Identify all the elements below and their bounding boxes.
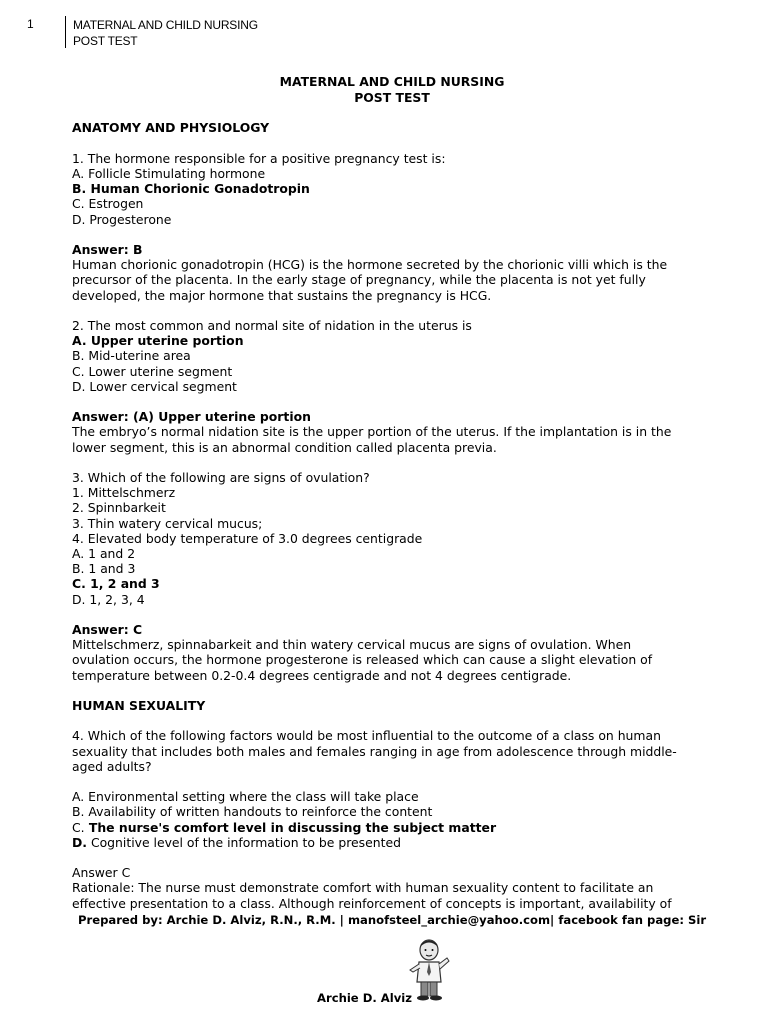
running-header-line2: POST TEST xyxy=(73,34,138,48)
q3-option-c: C. 1, 2 and 3 xyxy=(72,576,160,592)
q3-option-b: B. 1 and 3 xyxy=(72,561,136,577)
q4-question-line: aged adults? xyxy=(72,758,152,774)
q3-option-d: D. 1, 2, 3, 4 xyxy=(72,591,145,607)
title-line2: POST TEST xyxy=(354,89,430,105)
section-heading-sexuality: HUMAN SEXUALITY xyxy=(72,697,206,713)
q4-option-b xyxy=(72,804,712,819)
q1-option-b: B. Human Chorionic Gonadotropin xyxy=(72,181,310,197)
q2-rationale-line: lower segment, this is an abnormal condition called placenta previa. xyxy=(72,439,497,455)
q3-item: 2. Spinnbarkeit xyxy=(72,500,166,516)
header-divider xyxy=(65,16,66,48)
q1-rationale-line: developed, the major hormone that sustains the pregnancy is HCG. xyxy=(72,287,492,303)
footer-prepared-by: Prepared by: Archie D. Alviz, R.N., R.M. | manofsteel_archie@yahoo.com| facebook fan page: Sir xyxy=(78,913,707,927)
q2-rationale-line: The embryo’s normal nidation site is the upper portion of the uterus. If the implantation is in the xyxy=(72,424,672,440)
q4-option-d xyxy=(72,835,712,850)
q1-option-a: A. Follicle Stimulating hormone xyxy=(72,165,266,181)
q4-option-d-letter: D. xyxy=(72,834,87,850)
author-cartoon-illustration xyxy=(405,938,453,1002)
q4-option-d-text: Cognitive level of the information to be presented xyxy=(87,834,401,850)
q4-option-a-text: Environmental setting where the class will take place xyxy=(84,789,419,805)
q4-option-c xyxy=(72,820,712,835)
q4-option-a-letter: A. xyxy=(72,789,85,805)
q3-rationale-line: temperature between 0.2-0.4 degrees centigrade and not 4 degrees centigrade. xyxy=(72,667,572,683)
q3-item: 3. Thin watery cervical mucus; xyxy=(72,515,263,531)
q2-option-b: B. Mid-uterine area xyxy=(72,348,191,364)
document-title xyxy=(72,74,712,105)
document-body xyxy=(72,74,712,911)
title-line1: MATERNAL AND CHILD NURSING xyxy=(279,74,505,89)
q1-question: 1. The hormone responsible for a positive pregnancy test is: xyxy=(72,150,446,166)
q4-answer: Answer C xyxy=(72,865,131,881)
q4-option-c-text: The nurse's comfort level in discussing the subject matter xyxy=(84,819,497,835)
q3-item: 4. Elevated body temperature of 3.0 degrees centigrade xyxy=(72,530,423,546)
q4-option-b-letter: B. xyxy=(72,804,85,820)
running-header-line1: MATERNAL AND CHILD NURSING xyxy=(73,18,258,32)
q1-answer: Answer: B xyxy=(72,241,143,257)
q2-option-c: C. Lower uterine segment xyxy=(72,363,233,379)
q4-option-b-text: Availability of written handouts to reinforce the content xyxy=(84,804,433,820)
q4-rationale-line: effective presentation to a class. Although reinforcement of concepts is important, availability of xyxy=(72,895,672,911)
q2-answer: Answer: (A) Upper uterine portion xyxy=(72,409,311,425)
q4-rationale-line: Rationale: The nurse must demonstrate comfort with human sexuality content to facilitate an xyxy=(72,880,654,896)
q3-rationale-line: Mittelschmerz, spinnabarkeit and thin watery cervical mucus are signs of ovulation. When xyxy=(72,637,632,653)
section-heading-anatomy: ANATOMY AND PHYSIOLOGY xyxy=(72,120,270,136)
q3-answer: Answer: C xyxy=(72,621,143,637)
q2-question: 2. The most common and normal site of nidation in the uterus is xyxy=(72,317,472,333)
page-number: 1 xyxy=(27,17,34,31)
running-header xyxy=(73,17,258,49)
q4-option-c-letter: C. xyxy=(72,819,85,835)
q3-item: 1. Mittelschmerz xyxy=(72,485,176,501)
q4-question-line: 4. Which of the following factors would be most influential to the outcome of a class on human xyxy=(72,728,661,744)
q1-rationale-line: precursor of the placenta. In the early stage of pregnancy, while the placenta is not yet fully xyxy=(72,272,646,288)
q4-question-line: sexuality that includes both males and females ranging in age from adolescence through middle- xyxy=(72,743,677,759)
q1-option-d: D. Progesterone xyxy=(72,211,172,227)
q3-question: 3. Which of the following are signs of ovulation? xyxy=(72,469,370,485)
q3-rationale-line: ovulation occurs, the hormone progesterone is released which can cause a slight elevation of xyxy=(72,652,653,668)
q2-option-a: A. Upper uterine portion xyxy=(72,333,244,349)
q2-option-d: D. Lower cervical segment xyxy=(72,378,237,394)
q3-option-a: A. 1 and 2 xyxy=(72,545,136,561)
q1-option-c: C. Estrogen xyxy=(72,196,144,212)
q4-option-a xyxy=(72,789,712,804)
author-signature: Archie D. Alviz xyxy=(317,991,412,1005)
q1-rationale-line: Human chorionic gonadotropin (HCG) is the hormone secreted by the chorionic villi which is the xyxy=(72,257,668,273)
